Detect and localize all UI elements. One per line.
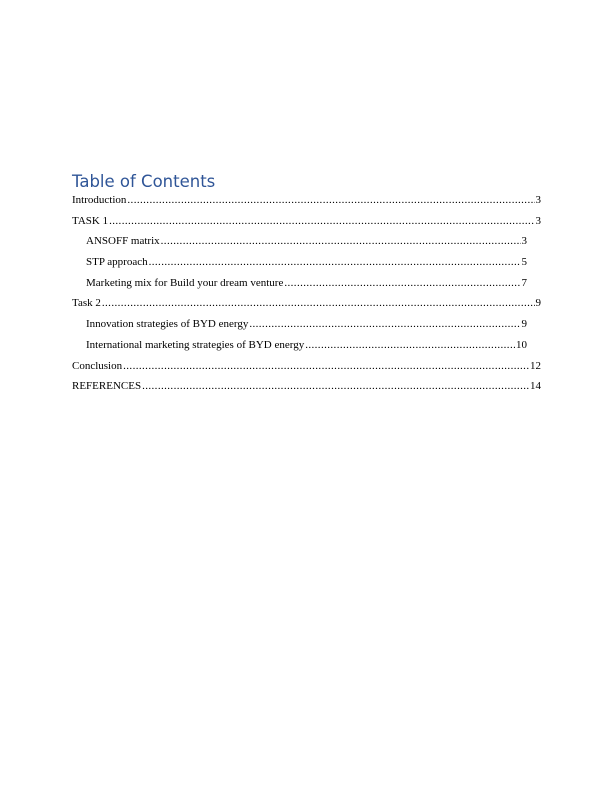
dot-leader: [161, 235, 521, 247]
dot-leader: [284, 277, 520, 289]
toc-entry-ansoff-matrix[interactable]: [72, 235, 527, 256]
toc-entry-page: 10: [516, 338, 527, 351]
toc-entry-page: 7: [521, 276, 527, 289]
toc-entry-page: 3: [521, 235, 527, 248]
toc-title: Table of Contents: [72, 172, 216, 191]
toc-entry-label: REFERENCES: [72, 380, 142, 393]
dot-leader: [142, 380, 529, 392]
toc-entry-label: TASK 1: [72, 214, 109, 227]
toc-entry-label: Task 2: [72, 297, 101, 310]
toc-entry-label: ANSOFF matrix: [86, 235, 160, 248]
toc-entry-label: International marketing strategies of BYD energy: [86, 338, 305, 351]
dot-leader: [149, 256, 521, 268]
toc-entry-page: 9: [521, 318, 527, 331]
toc-entry-page: 9: [535, 297, 541, 310]
toc-entry-page: 3: [535, 194, 541, 206]
toc-entry-conclusion[interactable]: [72, 360, 541, 381]
toc-entry-page: 5: [521, 256, 527, 269]
toc-entry-innovation-strategies[interactable]: [72, 318, 527, 339]
toc-entry-label: Introduction: [72, 194, 127, 206]
dot-leader: [109, 215, 534, 227]
toc-entry-label: Marketing mix for Build your dream venture: [86, 276, 284, 289]
dot-leader: [249, 318, 520, 330]
toc-entry-task-1[interactable]: [72, 215, 541, 236]
dot-leader: [127, 194, 534, 206]
toc-entry-label: Conclusion: [72, 359, 123, 372]
toc-entry-stp-approach[interactable]: [72, 256, 527, 277]
dot-leader: [305, 339, 515, 351]
toc-entry-page: 12: [530, 359, 541, 372]
toc-entry-introduction[interactable]: [72, 194, 541, 215]
table-of-contents: [72, 194, 541, 401]
toc-entry-label: STP approach: [86, 256, 148, 269]
toc-entry-international-marketing[interactable]: [72, 339, 527, 360]
toc-entry-label: Innovation strategies of BYD energy: [86, 318, 249, 331]
dot-leader: [102, 297, 535, 309]
toc-entry-page: 14: [530, 380, 541, 393]
toc-entry-references[interactable]: [72, 380, 541, 401]
toc-entry-task-2[interactable]: [72, 297, 541, 318]
toc-entry-marketing-mix[interactable]: [72, 277, 527, 298]
toc-entry-page: 3: [535, 214, 541, 227]
dot-leader: [123, 360, 529, 372]
